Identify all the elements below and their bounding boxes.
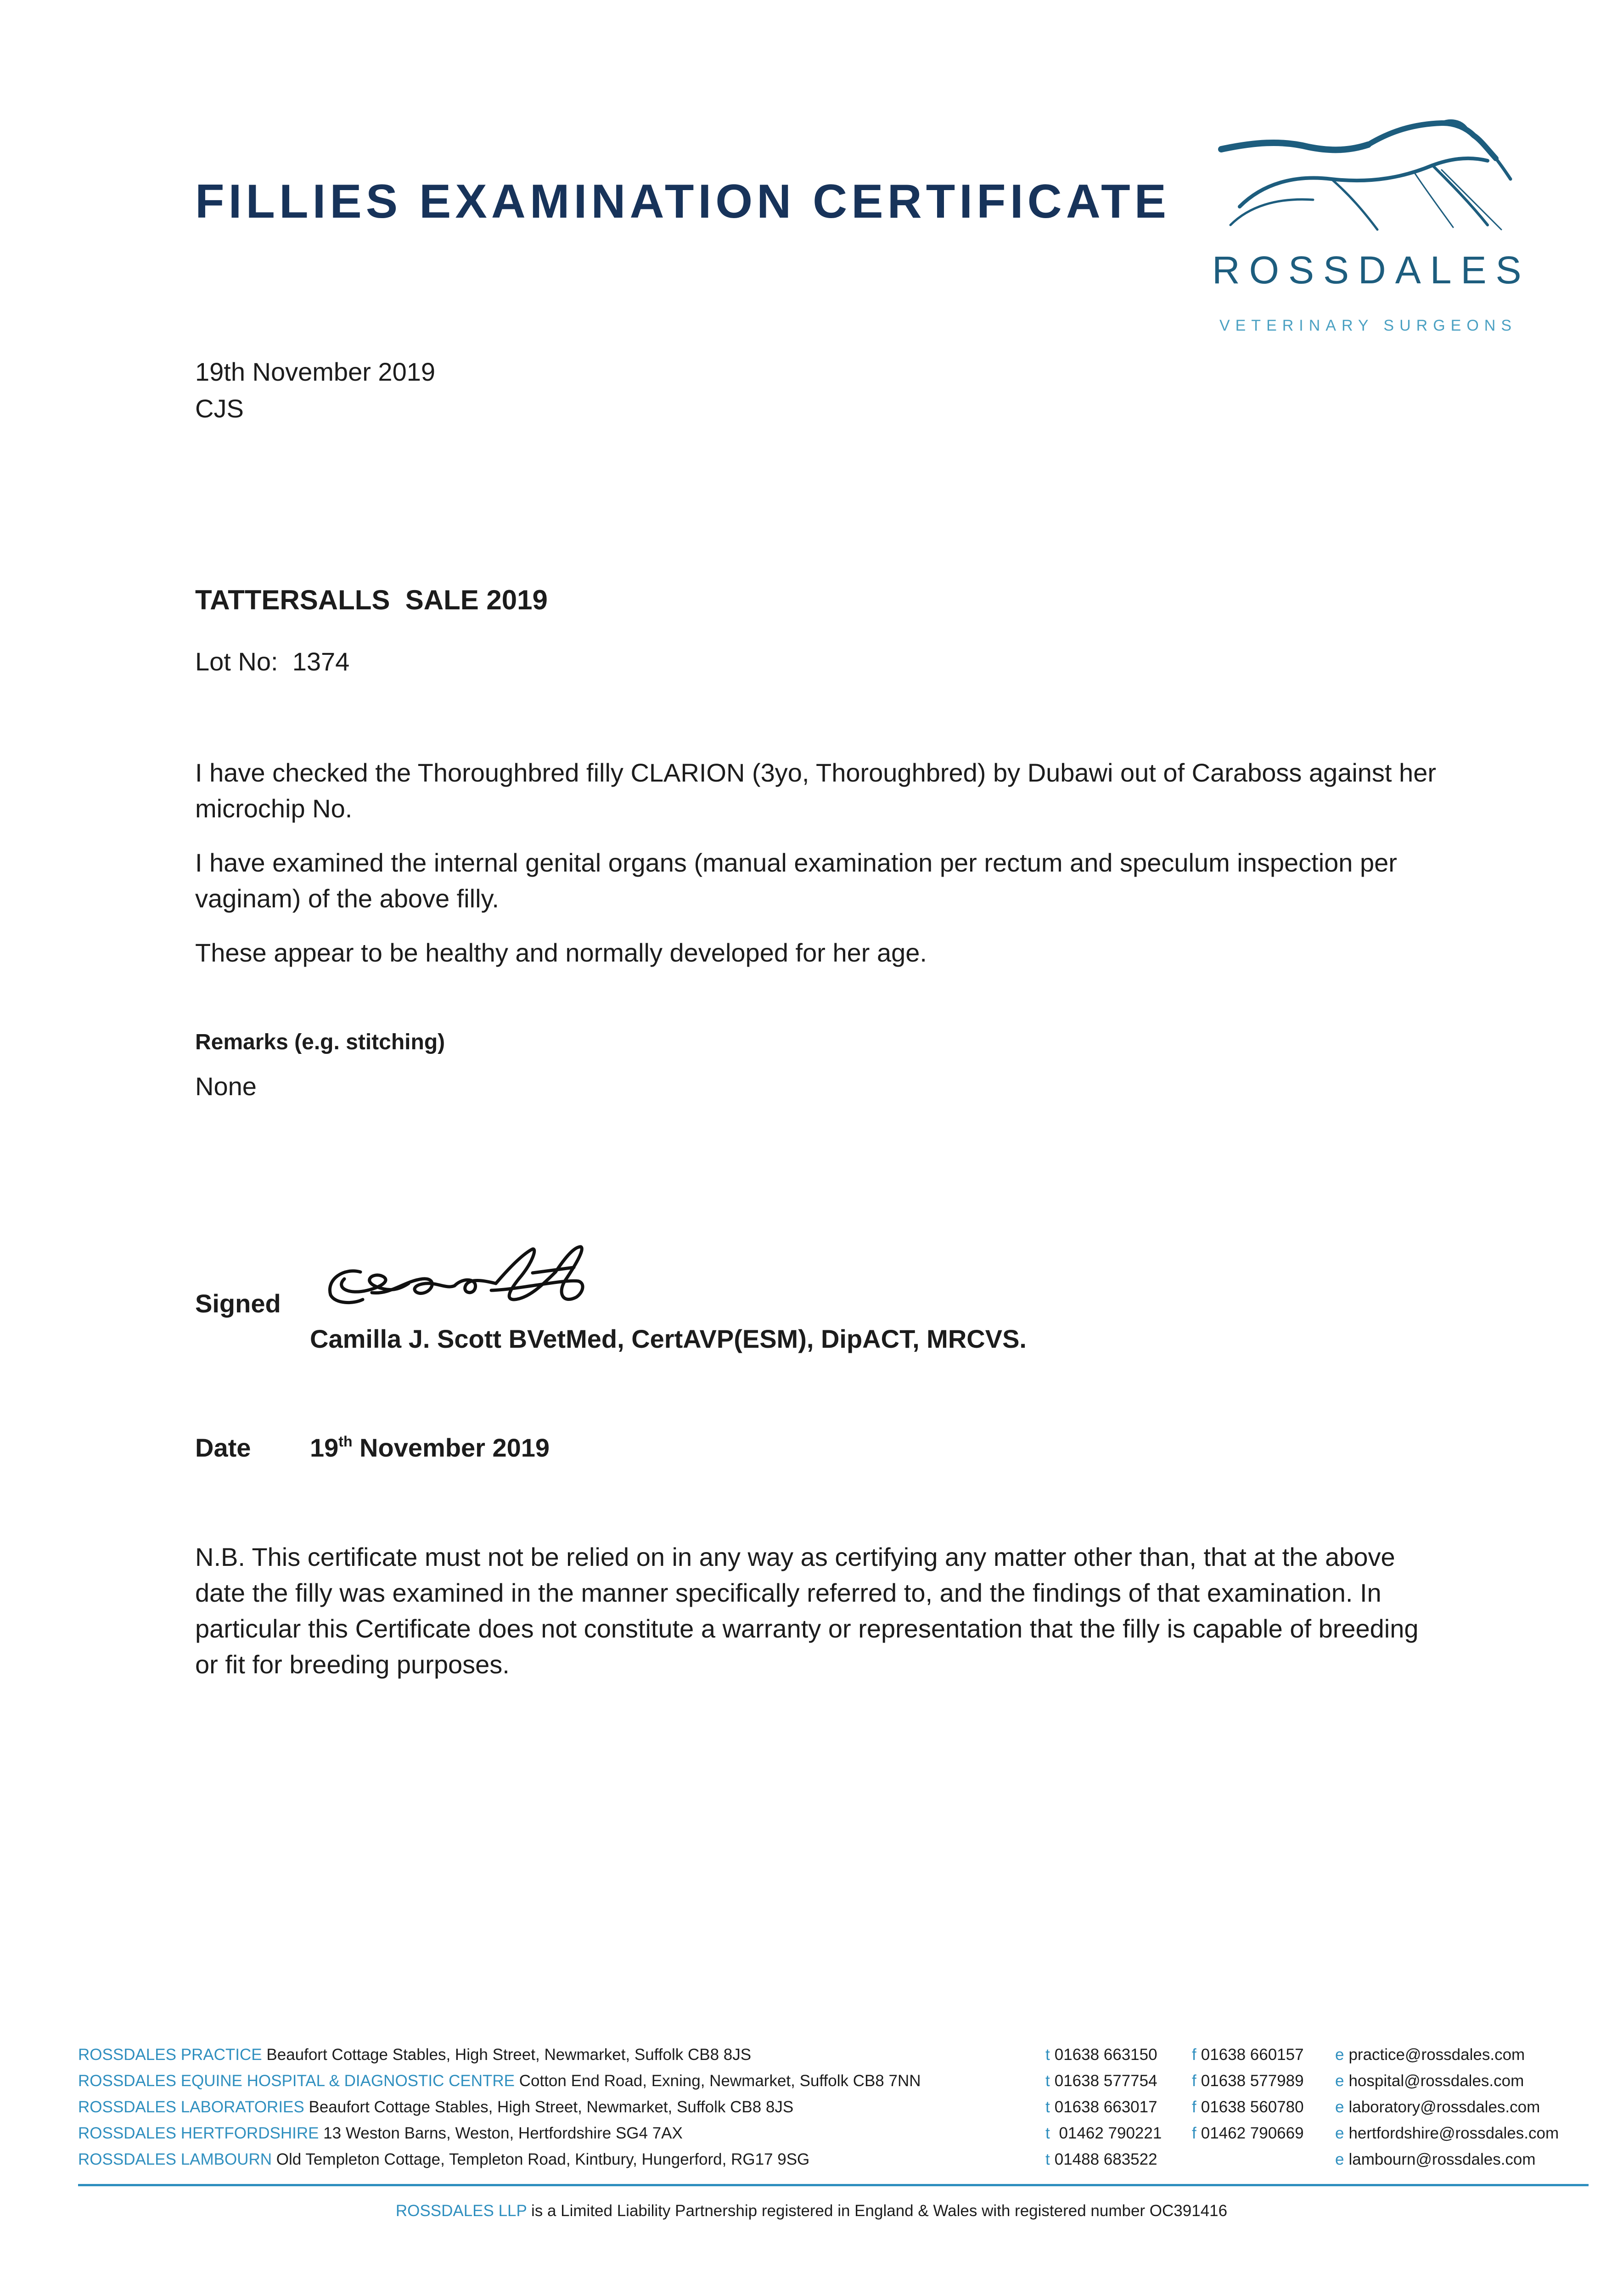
fax-prefix: f <box>1192 2098 1196 2116</box>
footer-fax <box>1192 2124 1304 2143</box>
date-rest: November 2019 <box>352 1433 550 1462</box>
footer-tel-number: 01488 683522 <box>1054 2150 1157 2168</box>
document-date: 19th November 2019 <box>195 357 436 386</box>
email-prefix: e <box>1335 2124 1344 2142</box>
signer-name: Camilla J. Scott BVetMed, CertAVP(ESM), DipACT, MRCVS. <box>310 1324 1027 1353</box>
tel-prefix: t <box>1045 2046 1050 2064</box>
tel-prefix: t <box>1045 2098 1050 2116</box>
fax-prefix: f <box>1192 2046 1196 2064</box>
legal-company-name: ROSSDALES LLP <box>395 2202 527 2220</box>
handwritten-signature-icon <box>317 1235 629 1322</box>
footer-site-name: ROSSDALES LABORATORIES <box>78 2098 304 2116</box>
footer-site <box>78 2124 683 2143</box>
footer-row <box>78 2150 1589 2177</box>
tel-prefix: t <box>1045 2150 1050 2168</box>
document-meta <box>195 354 435 427</box>
footer-site-name: ROSSDALES PRACTICE <box>78 2046 262 2064</box>
footer-tel-number: 01638 663017 <box>1054 2098 1157 2116</box>
logo-tagline: VETERINARY SURGEONS <box>1219 317 1517 334</box>
legal-notice <box>0 2202 1623 2220</box>
footer-site-address: Beaufort Cottage Stables, High Street, Newmarket, Suffolk CB8 8JS <box>304 2098 794 2116</box>
footer-fax <box>1192 2046 1304 2064</box>
footer-fax <box>1192 2098 1304 2116</box>
lot-label: Lot No: <box>195 647 278 676</box>
date-value <box>310 1433 550 1463</box>
footer-site-address: Cotton End Road, Exning, Newmarket, Suffolk CB8 7NN <box>515 2072 921 2090</box>
footer-site <box>78 2046 751 2064</box>
date-label: Date <box>195 1433 251 1462</box>
signed-label: Signed <box>195 1289 281 1318</box>
footer-email <box>1335 2072 1524 2090</box>
footer-email <box>1335 2046 1525 2064</box>
remarks-value: None <box>195 1072 257 1101</box>
footer-site-address: Beaufort Cottage Stables, High Street, Newmarket, Suffolk CB8 8JS <box>262 2046 752 2064</box>
paragraph-findings: These appear to be healthy and normally developed for her age. <box>195 938 927 967</box>
footer-telephone <box>1045 2124 1162 2143</box>
footer-tel-number: 01638 577754 <box>1054 2072 1157 2090</box>
logo-wordmark: ROSSDALES <box>1212 248 1531 292</box>
footer-divider <box>78 2184 1589 2186</box>
footer-contacts <box>78 2046 1589 2177</box>
email-prefix: e <box>1335 2046 1344 2064</box>
footer-telephone <box>1045 2072 1157 2090</box>
date-suffix: th <box>338 1433 353 1450</box>
footer-fax-number: 01638 560780 <box>1201 2098 1304 2116</box>
legal-text: is a Limited Liability Partnership registered in England & Wales with registered number OC391416 <box>527 2202 1228 2220</box>
footer-tel-number: 01462 790221 <box>1054 2124 1162 2142</box>
date-day: 19 <box>310 1433 339 1462</box>
lot-number: 1374 <box>292 647 350 676</box>
email-prefix: e <box>1335 2098 1344 2116</box>
author-initials: CJS <box>195 394 244 423</box>
footer-row <box>78 2072 1589 2098</box>
footer-tel-number: 01638 663150 <box>1054 2046 1157 2064</box>
footer-site-name: ROSSDALES HERTFORDSHIRE <box>78 2124 319 2142</box>
footer-telephone <box>1045 2046 1157 2064</box>
footer-email <box>1335 2098 1540 2116</box>
certificate-title: FILLIES EXAMINATION CERTIFICATE <box>195 175 1170 228</box>
footer-row <box>78 2046 1589 2072</box>
footer-email-address[interactable]: practice@rossdales.com <box>1348 2046 1525 2064</box>
footer-email-address[interactable]: hospital@rossdales.com <box>1348 2072 1524 2090</box>
footer-email <box>1335 2124 1559 2143</box>
footer-email-address[interactable]: lambourn@rossdales.com <box>1348 2150 1536 2168</box>
signature-image <box>317 1235 629 1322</box>
footer-email <box>1335 2150 1536 2169</box>
footer-fax-number: 01638 660157 <box>1201 2046 1304 2064</box>
footer-email-address[interactable]: laboratory@rossdales.com <box>1348 2098 1540 2116</box>
rossdales-logo <box>1212 115 1533 344</box>
footer-telephone <box>1045 2150 1157 2169</box>
footer-site-name: ROSSDALES EQUINE HOSPITAL & DIAGNOSTIC CENTRE <box>78 2072 515 2090</box>
email-prefix: e <box>1335 2150 1344 2168</box>
footer-site-address: 13 Weston Barns, Weston, Hertfordshire SG4 7AX <box>319 2124 683 2142</box>
paragraph-microchip: I have checked the Thoroughbred filly CLARION (3yo, Thoroughbred) by Dubawi out of Caraboss against her microchip No. <box>195 758 1436 823</box>
fax-prefix: f <box>1192 2124 1196 2142</box>
footer-fax-number: 01462 790669 <box>1201 2124 1304 2142</box>
disclaimer-paragraph: N.B. This certificate must not be relied on in any way as certifying any matter other than, that at the above date the filly was examined in the manner specifically referred to, and the findings of that examination. In particular this Certificate does not constitute a warranty or representation that the filly is capable of breeding or fit for breeding purposes. <box>195 1542 1419 1679</box>
paragraph-examination: I have examined the internal genital organs (manual examination per rectum and speculum inspection per vaginam) of the above filly. <box>195 848 1397 913</box>
footer-site-name: ROSSDALES LAMBOURN <box>78 2150 272 2168</box>
fax-prefix: f <box>1192 2072 1196 2090</box>
footer-site <box>78 2150 809 2169</box>
footer-site-address: Old Templeton Cottage, Templeton Road, Kintbury, Hungerford, RG17 9SG <box>272 2150 810 2168</box>
tel-prefix: t <box>1045 2072 1050 2090</box>
lot-line <box>195 647 349 676</box>
footer-email-address[interactable]: hertfordshire@rossdales.com <box>1348 2124 1559 2142</box>
footer-site <box>78 2098 793 2116</box>
email-prefix: e <box>1335 2072 1344 2090</box>
horse-logo-icon <box>1212 115 1533 248</box>
remarks-label: Remarks (e.g. stitching) <box>195 1030 445 1054</box>
footer-fax <box>1192 2072 1304 2090</box>
footer-site <box>78 2072 921 2090</box>
footer-row <box>78 2098 1589 2124</box>
footer-fax-number: 01638 577989 <box>1201 2072 1304 2090</box>
sale-heading: TATTERSALLS SALE 2019 <box>195 585 548 615</box>
footer-telephone <box>1045 2098 1157 2116</box>
footer-row <box>78 2124 1589 2150</box>
tel-prefix: t <box>1045 2124 1050 2142</box>
